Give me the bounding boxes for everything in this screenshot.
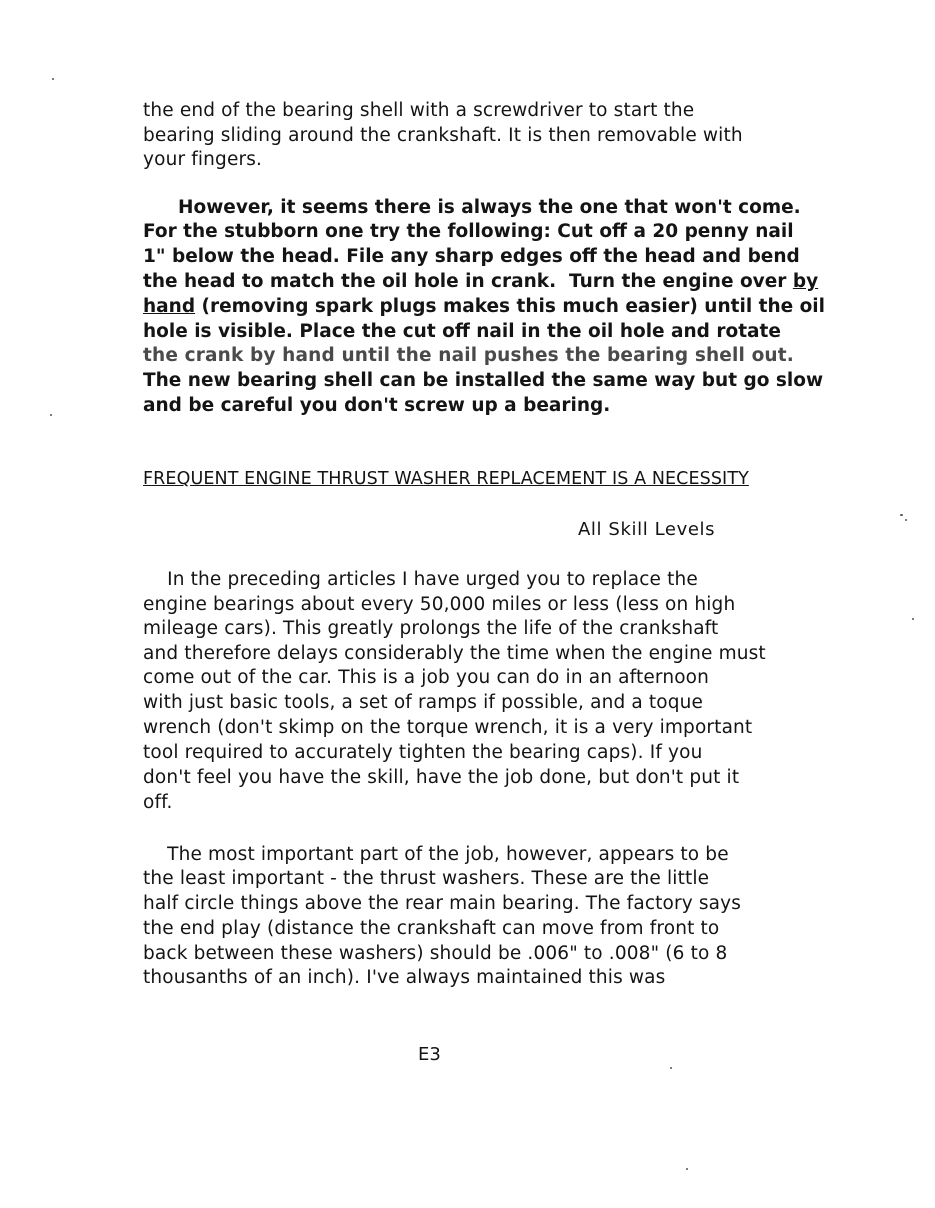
para3-line7: wrench (don't skimp on the torque wrench, it is a very important bbox=[143, 717, 753, 738]
para3-line5: come out of the car. This is a job you can do in an afternoon bbox=[143, 667, 710, 688]
para2-line5-text: (removing spark plugs makes this much easier) until the oil bbox=[195, 296, 825, 317]
para2-line6: hole is visible. Place the cut off nail in the oil hole and rotate bbox=[143, 321, 781, 342]
para3-line2: engine bearings about every 50,000 miles or less (less on high bbox=[143, 594, 736, 615]
para2-line2: For the stubborn one try the following: Cut off a 20 penny nail bbox=[143, 221, 794, 242]
scan-speck bbox=[52, 78, 54, 80]
scan-speck bbox=[50, 414, 52, 416]
para1-line2: bearing sliding around the crankshaft. It is then removable with bbox=[143, 125, 743, 146]
scan-speck bbox=[686, 1168, 688, 1170]
para2-line4-text: the head to match the oil hole in crank. Turn the engine over bbox=[143, 271, 793, 292]
scan-speck bbox=[670, 1067, 672, 1069]
para4-line5: back between these washers) should be .006" to .008" (6 to 8 bbox=[143, 943, 728, 964]
para4-line4: the end play (distance the crankshaft can move from front to bbox=[143, 918, 720, 939]
para3-line10: off. bbox=[143, 792, 173, 813]
para2-line9: and be careful you don't screw up a bearing. bbox=[143, 395, 611, 416]
para4-line1: The most important part of the job, however, appears to be bbox=[143, 844, 729, 865]
section-heading: FREQUENT ENGINE THRUST WASHER REPLACEMENT IS A NECESSITY bbox=[143, 469, 749, 489]
para2-line4-underlined: by bbox=[792, 271, 819, 292]
skill-level: All Skill Levels bbox=[578, 519, 716, 540]
para4-line6: thousanths of an inch). I've always maintained this was bbox=[143, 967, 666, 988]
para2-line5-underlined: hand bbox=[143, 296, 196, 317]
scan-speck bbox=[905, 519, 907, 521]
para3-line6: with just basic tools, a set of ramps if possible, and a toque bbox=[143, 692, 704, 713]
scan-speck bbox=[912, 618, 914, 620]
para1-line3: your fingers. bbox=[143, 149, 263, 170]
para3-line8: tool required to accurately tighten the bearing caps). If you bbox=[143, 742, 703, 763]
para1-line1: the end of the bearing shell with a screwdriver to start the bbox=[143, 100, 695, 121]
para2-line7: the crank by hand until the nail pushes the bearing shell out. bbox=[143, 345, 794, 366]
para3-line4: and therefore delays considerably the time when the engine must bbox=[143, 643, 766, 664]
para2-line1: However, it seems there is always the one that won't come. bbox=[178, 197, 801, 218]
para4-line3: half circle things above the rear main bearing. The factory says bbox=[143, 893, 742, 914]
para3-line1: In the preceding articles I have urged you to replace the bbox=[143, 569, 698, 590]
para2-line4 bbox=[143, 270, 818, 294]
para2-line8: The new bearing shell can be installed the same way but go slow bbox=[143, 370, 824, 391]
page-number: E3 bbox=[418, 1044, 441, 1065]
para3-line3: mileage cars). This greatly prolongs the life of the crankshaft bbox=[143, 618, 719, 639]
para2-line3: 1" below the head. File any sharp edges off the head and bend bbox=[143, 246, 800, 267]
para3-line9: don't feel you have the skill, have the job done, but don't put it bbox=[143, 767, 740, 788]
para2-line5 bbox=[143, 295, 825, 319]
scan-speck bbox=[900, 514, 903, 516]
para4-line2: the least important - the thrust washers. These are the little bbox=[143, 868, 710, 889]
